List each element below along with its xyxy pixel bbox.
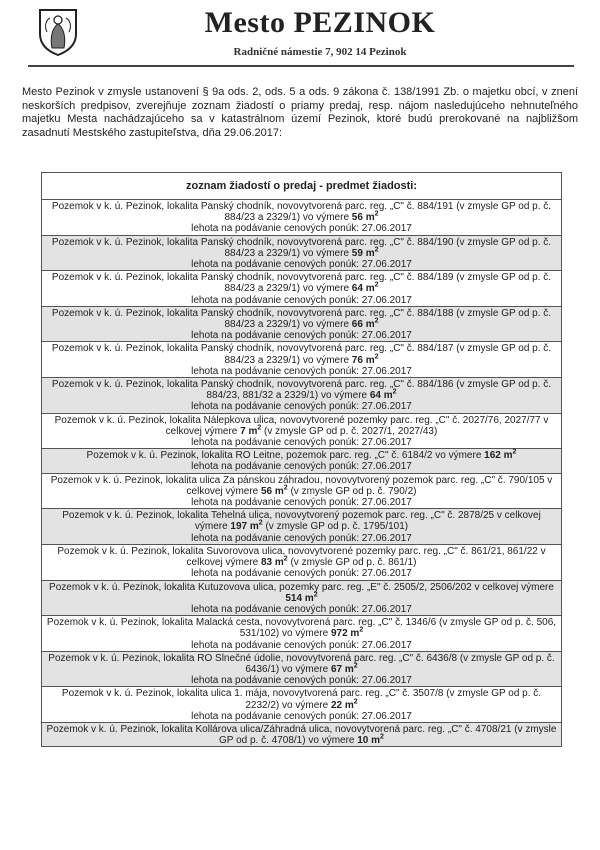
row-deadline: lehota na podávanie cenových ponúk: 27.06.2017: [191, 639, 412, 651]
row-description: Pozemok v k. ú. Pezinok, lokalita Panský chodník, novovytvorená parc. reg. „C" č. 884/186 (v zmysle GP od p. č. 884/23, 881/32 a 2329/1) vo výmere: [51, 379, 552, 402]
table-row: [42, 652, 561, 688]
row-description: Pozemok v k. ú. Pezinok, lokalita RO Leitne, pozemok parc. reg. „C" č. 6184/2 vo výmere: [86, 450, 485, 462]
square-superscript: 2: [283, 555, 288, 563]
row-description: Pozemok v k. ú. Pezinok, lokalita Panský chodník, novovytvorená parc. reg. „C" č. 884/189 (v zmysle GP od p. č. 884/23 a 2329/1) vo výmere: [51, 272, 552, 295]
row-area: 22 $m^2$: [330, 698, 358, 711]
square-superscript: 2: [353, 698, 358, 706]
table-row: [42, 616, 561, 652]
row-area: 67 $m^2$: [330, 662, 358, 675]
square-superscript: 2: [374, 246, 379, 254]
row-deadline: lehota na podávanie cenových ponúk: 27.06.2017: [191, 461, 412, 473]
row-deadline: lehota na podávanie cenových ponúk: 27.06.2017: [191, 532, 412, 544]
square-superscript: 2: [359, 626, 364, 634]
row-description: Pozemok v k. ú. Pezinok, lokalita Nálepkova ulica, novovytvorené pozemky parc. reg. „C" č. 2027/76, 2027/77 v celkovej výmere: [54, 414, 549, 437]
row-deadline: lehota na podávanie cenových ponúk: 27.06.2017: [191, 223, 412, 235]
table-row: [42, 342, 561, 378]
row-description-tail: (v zmysle GP od p. č. 861/1): [287, 557, 417, 569]
row-area: 972 $m^2$: [330, 626, 364, 640]
square-superscript: 2: [374, 282, 379, 290]
square-superscript: 2: [313, 591, 318, 599]
square-superscript: 2: [257, 424, 262, 432]
table-body: [42, 200, 561, 746]
row-deadline: lehota na podávanie cenových ponúk: 27.06.2017: [191, 330, 412, 342]
row-description: Pozemok v k. ú. Pezinok, lokalita Panský chodník, novovytvorená parc. reg. „C" č. 884/190 (v zmysle GP od p. č. 884/23 a 2329/1) vo výmere: [51, 236, 552, 259]
square-superscript: 2: [392, 388, 397, 396]
row-description: Pozemok v k. ú. Pezinok, lokalita ulica 1. mája, novovytvorená parc. reg. „C" č. 3507/8 (v zmysle GP od p. č. 2232/2) vo výmere: [61, 688, 542, 711]
row-area: 66 $m^2$: [351, 317, 379, 331]
row-description: Pozemok v k. ú. Pezinok, lokalita RO Slnečné údolie, novovytvorená parc. reg. „C" č. 6436/8 (v zmysle GP od p. č. 6436/1) vo výmere: [48, 652, 555, 675]
row-deadline: lehota na podávanie cenových ponúk: 27.06.2017: [191, 365, 412, 377]
table-heading: zoznam žiadostí o predaj - predmet žiadosti:: [42, 173, 561, 200]
row-area: 56 $m^2$: [261, 484, 288, 497]
square-superscript: 2: [374, 353, 379, 361]
row-description: Pozemok v k. ú. Pezinok, lokalita Panský chodník, novovytvorená parc. reg. „C" č. 884/191 (v zmysle GP od p. č. 884/23 a 2329/1) vo výmere: [51, 201, 552, 224]
city-coat-of-arms-icon: [38, 8, 78, 56]
square-superscript: 2: [512, 448, 517, 456]
row-deadline: lehota na podávanie cenových ponúk: 27.06.2017: [191, 497, 412, 509]
page-title: Mesto PEZINOK: [204, 6, 436, 39]
row-deadline: lehota na podávanie cenových ponúk: 27.06.2017: [191, 437, 412, 449]
row-description: Pozemok v k. ú. Pezinok, lokalita Malacká cesta, novovytvorená parc. reg. „C" č. 1346/6 (v zmysle GP od p. č. 506, 531/102) vo výmere: [46, 617, 557, 640]
requests-table: [41, 172, 562, 747]
row-area: 197 $m^2$: [230, 520, 263, 533]
row-deadline: lehota na podávanie cenových ponúk: 27.06.2017: [191, 603, 412, 615]
row-deadline: lehota na podávanie cenových ponúk: 27.06.2017: [191, 259, 412, 271]
row-area: 10 $m^2$: [357, 733, 384, 747]
square-superscript: 2: [374, 210, 379, 218]
square-superscript: 2: [380, 733, 384, 741]
table-row: [42, 509, 561, 545]
table-row: [42, 414, 561, 450]
row-deadline: lehota na podávanie cenových ponúk: 27.06.2017: [191, 568, 412, 580]
square-superscript: 2: [353, 662, 358, 670]
row-description: Pozemok v k. ú. Pezinok, lokalita Kutuzovova ulica, pozemky parc. reg. „E" č. 2505/2, 2506/202 v celkovej výmere: [49, 581, 554, 593]
table-row: [42, 200, 561, 236]
row-area: 64 $m^2$: [351, 282, 379, 295]
table-row: [42, 723, 561, 746]
table-row: [42, 449, 561, 473]
row-area: 76 $m^2$: [351, 353, 379, 366]
square-superscript: 2: [283, 484, 288, 492]
row-description: Pozemok v k. ú. Pezinok, lokalita Panský chodník, novovytvorená parc. reg. „C" č. 884/187 (v zmysle GP od p. č. 884/23 a 2329/1) vo výmere: [51, 343, 552, 366]
row-area: 59 $m^2$: [351, 246, 379, 259]
table-row: [42, 236, 561, 272]
row-description-tail: (v zmysle GP od p. č. 1795/101): [262, 521, 409, 533]
header-divider: [28, 65, 574, 67]
row-deadline: lehota na podávanie cenových ponúk: 27.06.2017: [191, 675, 412, 687]
row-deadline: lehota na podávanie cenových ponúk: 27.06.2017: [191, 710, 412, 722]
row-description-tail: (v zmysle GP od p. č. 2027/1, 2027/43): [261, 425, 438, 437]
row-area: 7 $m^2$: [240, 424, 262, 437]
table-row: [42, 474, 561, 510]
row-description: Pozemok v k. ú. Pezinok, lokalita ulica Za pánskou záhradou, novovytvorený pozemok parc. reg. „C" č. 790/105 v celkovej výmere: [50, 474, 553, 497]
row-deadline: lehota na podávanie cenových ponúk: 27.06.2017: [191, 401, 412, 413]
row-description: Pozemok v k. ú. Pezinok, lokalita Panský chodník, novovytvorená parc. reg. „C" č. 884/188 (v zmysle GP od p. č. 884/23 a 2329/1) vo výmere: [51, 307, 552, 331]
table-row: [42, 271, 561, 307]
row-area: 83 $m^2$: [261, 555, 288, 569]
row-description: Pozemok v k. ú. Pezinok, lokalita Tehelná ulica, novovytvorený pozemok parc. reg. „C" č. 2878/25 v celkovej výmere: [62, 510, 541, 533]
table-row: [42, 687, 561, 723]
square-superscript: 2: [258, 520, 263, 528]
row-area: 56 $m^2$: [351, 210, 379, 224]
square-superscript: 2: [374, 317, 379, 325]
row-area: 514 $m^2$: [285, 591, 318, 604]
row-description: Pozemok v k. ú. Pezinok, lokalita Suvorovova ulica, novovytvorené pozemky parc. reg. „C" č. 861/21, 861/22 v celkovej výmere: [57, 545, 546, 569]
row-area: 64 $m^2$: [369, 388, 397, 402]
row-description-tail: (v zmysle GP od p. č. 790/2): [287, 485, 417, 497]
row-deadline: lehota na podávanie cenových ponúk: 27.06.2017: [191, 294, 412, 306]
table-row: [42, 307, 561, 343]
intro-paragraph: Mesto Pezinok v zmysle ustanovení § 9a ods. 2, ods. 5 a ods. 9 zákona č. 138/1991 Zb. o majetku obcí, v znení neskorších predpisov, zverejňuje zoznam žiadostí o priamy predaj, resp. nájom nasledujúceho nehnuteľného majetku Mesta nachádzajúceho sa v katastrálnom území Pezinok, ktoré budú prerokované na najbližšom zasadnutí Mestského zastupiteľstva, dňa 29.06.2017:: [22, 86, 578, 139]
table-row: [42, 378, 561, 414]
city-address: Radničné námestie 7, 902 14 Pezinok: [233, 46, 407, 58]
row-description: Pozemok v k. ú. Pezinok, lokalita Kollárova ulica/Záhradná ulica, novovytvorená parc. reg. „C" č. 4708/21 (v zmysle GP od p. č. 4708/1) vo výmere: [46, 723, 557, 747]
table-row: [42, 545, 561, 581]
table-row: [42, 581, 561, 617]
row-area: 162 $m^2$: [484, 448, 517, 462]
